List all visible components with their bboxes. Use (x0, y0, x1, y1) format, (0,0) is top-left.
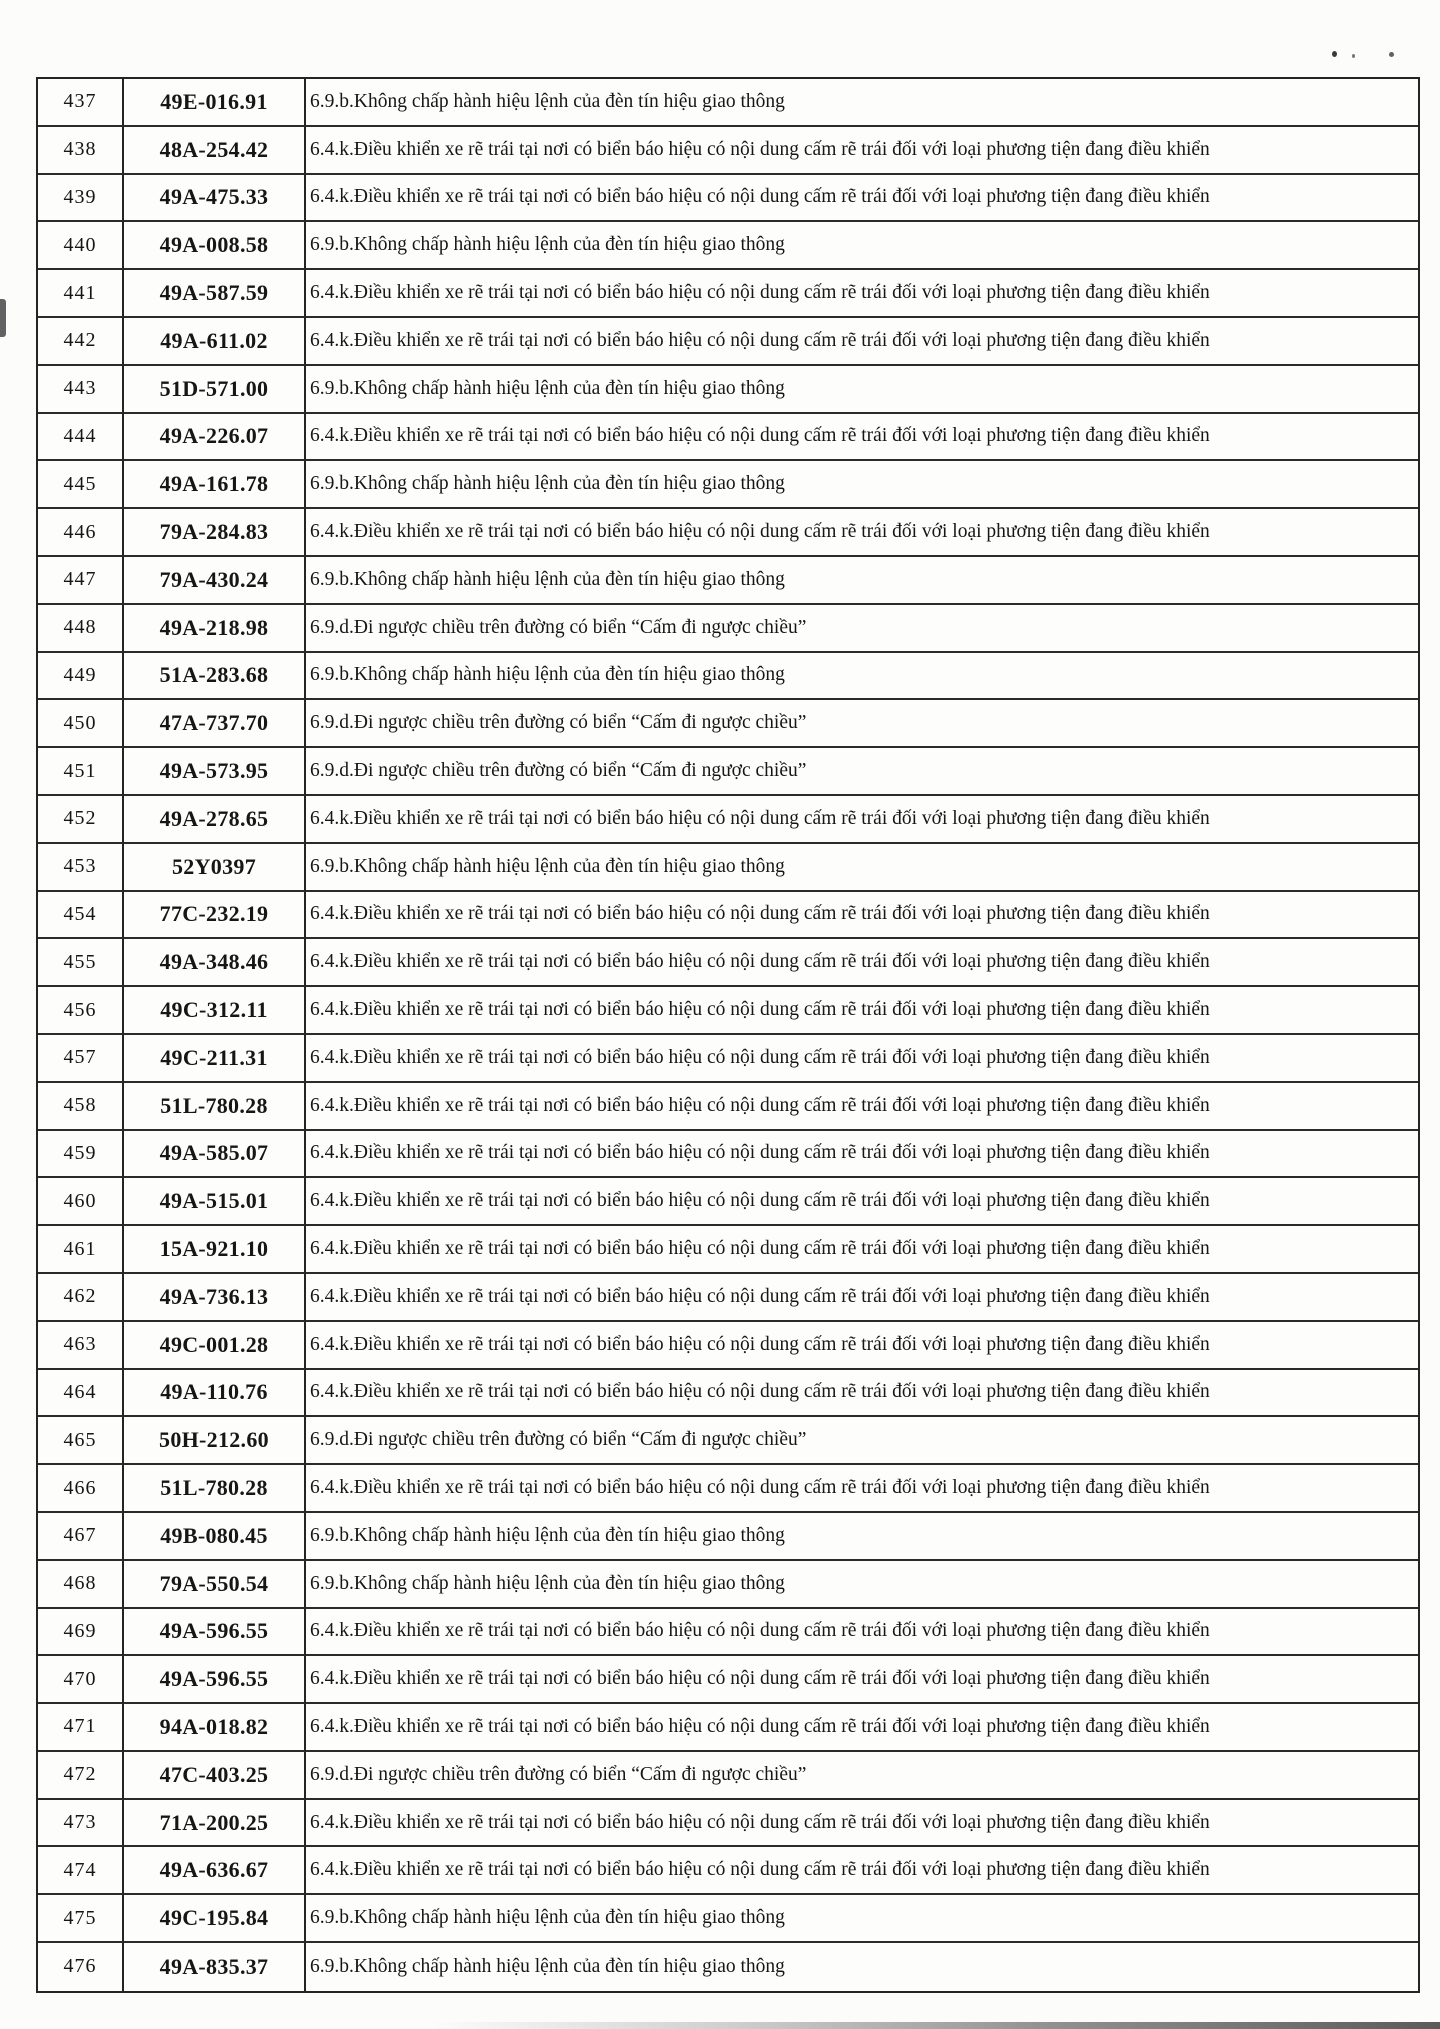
row-number-cell: 454 (38, 892, 124, 940)
row-number-cell: 468 (38, 1561, 124, 1609)
violation-description-cell: 6.4.k.Điều khiển xe rẽ trái tại nơi có biển báo hiệu có nội dung cấm rẽ trái đối với loại phương tiện đang điều khiển (306, 796, 1418, 844)
license-plate-cell: 49A-835.37 (124, 1943, 306, 1991)
violation-description-cell: 6.9.b.Không chấp hành hiệu lệnh của đèn tín hiệu giao thông (306, 366, 1418, 414)
row-number-cell: 475 (38, 1895, 124, 1943)
row-number-cell: 462 (38, 1274, 124, 1322)
row-number-cell: 476 (38, 1943, 124, 1991)
row-number-cell: 451 (38, 748, 124, 796)
violation-description-cell: 6.4.k.Điều khiển xe rẽ trái tại nơi có biển báo hiệu có nội dung cấm rẽ trái đối với loại phương tiện đang điều khiển (306, 1609, 1418, 1657)
row-number-cell: 453 (38, 844, 124, 892)
row-number-cell: 439 (38, 175, 124, 223)
license-plate-cell: 49E-016.91 (124, 79, 306, 127)
row-number-cell: 465 (38, 1417, 124, 1465)
row-number-cell: 459 (38, 1131, 124, 1179)
license-plate-cell: 49A-515.01 (124, 1178, 306, 1226)
license-plate-cell: 49A-110.76 (124, 1370, 306, 1418)
violation-description-cell: 6.9.b.Không chấp hành hiệu lệnh của đèn tín hiệu giao thông (306, 222, 1418, 270)
row-number-cell: 442 (38, 318, 124, 366)
row-number-cell: 447 (38, 557, 124, 605)
violation-description-cell: 6.4.k.Điều khiển xe rẽ trái tại nơi có biển báo hiệu có nội dung cấm rẽ trái đối với loại phương tiện đang điều khiển (306, 1083, 1418, 1131)
license-plate-cell: 49A-226.07 (124, 414, 306, 462)
scan-edge-mark (0, 299, 6, 337)
scan-speck (1352, 54, 1355, 58)
row-number-cell: 458 (38, 1083, 124, 1131)
license-plate-cell: 49A-736.13 (124, 1274, 306, 1322)
violation-description-cell: 6.4.k.Điều khiển xe rẽ trái tại nơi có biển báo hiệu có nội dung cấm rẽ trái đối với loại phương tiện đang điều khiển (306, 892, 1418, 940)
violation-description-cell: 6.9.b.Không chấp hành hiệu lệnh của đèn tín hiệu giao thông (306, 1895, 1418, 1943)
row-number-cell: 456 (38, 987, 124, 1035)
license-plate-cell: 49A-636.67 (124, 1847, 306, 1895)
violation-description-cell: 6.9.b.Không chấp hành hiệu lệnh của đèn tín hiệu giao thông (306, 79, 1418, 127)
license-plate-cell: 94A-018.82 (124, 1704, 306, 1752)
row-number-cell: 471 (38, 1704, 124, 1752)
license-plate-cell: 47A-737.70 (124, 700, 306, 748)
violation-description-cell: 6.4.k.Điều khiển xe rẽ trái tại nơi có biển báo hiệu có nội dung cấm rẽ trái đối với loại phương tiện đang điều khiển (306, 1847, 1418, 1895)
violation-description-cell: 6.9.d.Đi ngược chiều trên đường có biển “Cấm đi ngược chiều” (306, 700, 1418, 748)
license-plate-cell: 49C-312.11 (124, 987, 306, 1035)
scan-bottom-edge (430, 2022, 1440, 2029)
violation-description-cell: 6.4.k.Điều khiển xe rẽ trái tại nơi có biển báo hiệu có nội dung cấm rẽ trái đối với loại phương tiện đang điều khiển (306, 1800, 1418, 1848)
violation-description-cell: 6.4.k.Điều khiển xe rẽ trái tại nơi có biển báo hiệu có nội dung cấm rẽ trái đối với loại phương tiện đang điều khiển (306, 414, 1418, 462)
row-number-cell: 473 (38, 1800, 124, 1848)
row-number-cell: 470 (38, 1656, 124, 1704)
license-plate-cell: 52Y0397 (124, 844, 306, 892)
license-plate-cell: 48A-254.42 (124, 127, 306, 175)
row-number-cell: 452 (38, 796, 124, 844)
violation-description-cell: 6.4.k.Điều khiển xe rẽ trái tại nơi có biển báo hiệu có nội dung cấm rẽ trái đối với loại phương tiện đang điều khiển (306, 1178, 1418, 1226)
license-plate-cell: 71A-200.25 (124, 1800, 306, 1848)
violation-description-cell: 6.9.d.Đi ngược chiều trên đường có biển “Cấm đi ngược chiều” (306, 748, 1418, 796)
violation-description-cell: 6.4.k.Điều khiển xe rẽ trái tại nơi có biển báo hiệu có nội dung cấm rẽ trái đối với loại phương tiện đang điều khiển (306, 1465, 1418, 1513)
violation-description-cell: 6.4.k.Điều khiển xe rẽ trái tại nơi có biển báo hiệu có nội dung cấm rẽ trái đối với loại phương tiện đang điều khiển (306, 1035, 1418, 1083)
row-number-cell: 466 (38, 1465, 124, 1513)
violation-description-cell: 6.4.k.Điều khiển xe rẽ trái tại nơi có biển báo hiệu có nội dung cấm rẽ trái đối với loại phương tiện đang điều khiển (306, 1656, 1418, 1704)
license-plate-cell: 47C-403.25 (124, 1752, 306, 1800)
scan-speck (1332, 51, 1337, 57)
license-plate-cell: 49A-278.65 (124, 796, 306, 844)
license-plate-cell: 51L-780.28 (124, 1465, 306, 1513)
license-plate-cell: 51L-780.28 (124, 1083, 306, 1131)
violation-description-cell: 6.4.k.Điều khiển xe rẽ trái tại nơi có biển báo hiệu có nội dung cấm rẽ trái đối với loại phương tiện đang điều khiển (306, 987, 1418, 1035)
violation-description-cell: 6.4.k.Điều khiển xe rẽ trái tại nơi có biển báo hiệu có nội dung cấm rẽ trái đối với loại phương tiện đang điều khiển (306, 1131, 1418, 1179)
violation-description-cell: 6.4.k.Điều khiển xe rẽ trái tại nơi có biển báo hiệu có nội dung cấm rẽ trái đối với loại phương tiện đang điều khiển (306, 175, 1418, 223)
violation-description-cell: 6.9.d.Đi ngược chiều trên đường có biển “Cấm đi ngược chiều” (306, 605, 1418, 653)
row-number-cell: 464 (38, 1370, 124, 1418)
license-plate-cell: 49A-161.78 (124, 461, 306, 509)
violation-description-cell: 6.4.k.Điều khiển xe rẽ trái tại nơi có biển báo hiệu có nội dung cấm rẽ trái đối với loại phương tiện đang điều khiển (306, 1704, 1418, 1752)
license-plate-cell: 49A-611.02 (124, 318, 306, 366)
violation-description-cell: 6.4.k.Điều khiển xe rẽ trái tại nơi có biển báo hiệu có nội dung cấm rẽ trái đối với loại phương tiện đang điều khiển (306, 270, 1418, 318)
row-number-cell: 461 (38, 1226, 124, 1274)
row-number-cell: 444 (38, 414, 124, 462)
license-plate-cell: 49A-008.58 (124, 222, 306, 270)
violation-description-cell: 6.4.k.Điều khiển xe rẽ trái tại nơi có biển báo hiệu có nội dung cấm rẽ trái đối với loại phương tiện đang điều khiển (306, 1370, 1418, 1418)
row-number-cell: 463 (38, 1322, 124, 1370)
violation-description-cell: 6.9.b.Không chấp hành hiệu lệnh của đèn tín hiệu giao thông (306, 1561, 1418, 1609)
row-number-cell: 440 (38, 222, 124, 270)
license-plate-cell: 77C-232.19 (124, 892, 306, 940)
license-plate-cell: 79A-430.24 (124, 557, 306, 605)
row-number-cell: 460 (38, 1178, 124, 1226)
row-number-cell: 443 (38, 366, 124, 414)
violation-description-cell: 6.9.b.Không chấp hành hiệu lệnh của đèn tín hiệu giao thông (306, 461, 1418, 509)
violation-description-cell: 6.4.k.Điều khiển xe rẽ trái tại nơi có biển báo hiệu có nội dung cấm rẽ trái đối với loại phương tiện đang điều khiển (306, 939, 1418, 987)
row-number-cell: 469 (38, 1609, 124, 1657)
license-plate-cell: 49B-080.45 (124, 1513, 306, 1561)
license-plate-cell: 79A-284.83 (124, 509, 306, 557)
license-plate-cell: 49A-573.95 (124, 748, 306, 796)
license-plate-cell: 50H-212.60 (124, 1417, 306, 1465)
violation-description-cell: 6.4.k.Điều khiển xe rẽ trái tại nơi có biển báo hiệu có nội dung cấm rẽ trái đối với loại phương tiện đang điều khiển (306, 1274, 1418, 1322)
license-plate-cell: 49A-596.55 (124, 1609, 306, 1657)
license-plate-cell: 49C-195.84 (124, 1895, 306, 1943)
license-plate-cell: 49C-001.28 (124, 1322, 306, 1370)
violation-description-cell: 6.9.d.Đi ngược chiều trên đường có biển “Cấm đi ngược chiều” (306, 1417, 1418, 1465)
violation-description-cell: 6.4.k.Điều khiển xe rẽ trái tại nơi có biển báo hiệu có nội dung cấm rẽ trái đối với loại phương tiện đang điều khiển (306, 1226, 1418, 1274)
row-number-cell: 446 (38, 509, 124, 557)
license-plate-cell: 79A-550.54 (124, 1561, 306, 1609)
license-plate-cell: 49C-211.31 (124, 1035, 306, 1083)
license-plate-cell: 49A-587.59 (124, 270, 306, 318)
violation-description-cell: 6.9.b.Không chấp hành hiệu lệnh của đèn tín hiệu giao thông (306, 1513, 1418, 1561)
license-plate-cell: 49A-348.46 (124, 939, 306, 987)
license-plate-cell: 15A-921.10 (124, 1226, 306, 1274)
row-number-cell: 438 (38, 127, 124, 175)
violation-description-cell: 6.4.k.Điều khiển xe rẽ trái tại nơi có biển báo hiệu có nội dung cấm rẽ trái đối với loại phương tiện đang điều khiển (306, 318, 1418, 366)
violation-description-cell: 6.4.k.Điều khiển xe rẽ trái tại nơi có biển báo hiệu có nội dung cấm rẽ trái đối với loại phương tiện đang điều khiển (306, 509, 1418, 557)
violation-description-cell: 6.9.b.Không chấp hành hiệu lệnh của đèn tín hiệu giao thông (306, 653, 1418, 701)
row-number-cell: 467 (38, 1513, 124, 1561)
license-plate-cell: 51D-571.00 (124, 366, 306, 414)
row-number-cell: 445 (38, 461, 124, 509)
license-plate-cell: 49A-585.07 (124, 1131, 306, 1179)
violation-description-cell: 6.9.b.Không chấp hành hiệu lệnh của đèn tín hiệu giao thông (310, 1955, 785, 1977)
license-plate-cell: 49A-596.55 (124, 1656, 306, 1704)
violation-description-cell: 6.9.b.Không chấp hành hiệu lệnh của đèn tín hiệu giao thông (306, 844, 1418, 892)
license-plate-cell: 51A-283.68 (124, 653, 306, 701)
row-number-cell: 448 (38, 605, 124, 653)
row-number-cell: 437 (38, 79, 124, 127)
row-number-cell: 449 (38, 653, 124, 701)
row-number-cell: 472 (38, 1752, 124, 1800)
license-plate-cell: 49A-475.33 (124, 175, 306, 223)
violation-description-cell: 6.4.k.Điều khiển xe rẽ trái tại nơi có biển báo hiệu có nội dung cấm rẽ trái đối với loại phương tiện đang điều khiển (306, 127, 1418, 175)
violation-table (36, 77, 1420, 1993)
row-number-cell: 441 (38, 270, 124, 318)
license-plate-cell: 49A-218.98 (124, 605, 306, 653)
row-number-cell: 457 (38, 1035, 124, 1083)
row-number-cell: 474 (38, 1847, 124, 1895)
violation-description-cell: 6.9.b.Không chấp hành hiệu lệnh của đèn tín hiệu giao thông (306, 557, 1418, 605)
violation-description-cell: 6.9.d.Đi ngược chiều trên đường có biển “Cấm đi ngược chiều” (306, 1752, 1418, 1800)
row-number-cell: 455 (38, 939, 124, 987)
scan-speck (1389, 52, 1394, 57)
violation-description-cell: 6.4.k.Điều khiển xe rẽ trái tại nơi có biển báo hiệu có nội dung cấm rẽ trái đối với loại phương tiện đang điều khiển (306, 1322, 1418, 1370)
row-number-cell: 450 (38, 700, 124, 748)
